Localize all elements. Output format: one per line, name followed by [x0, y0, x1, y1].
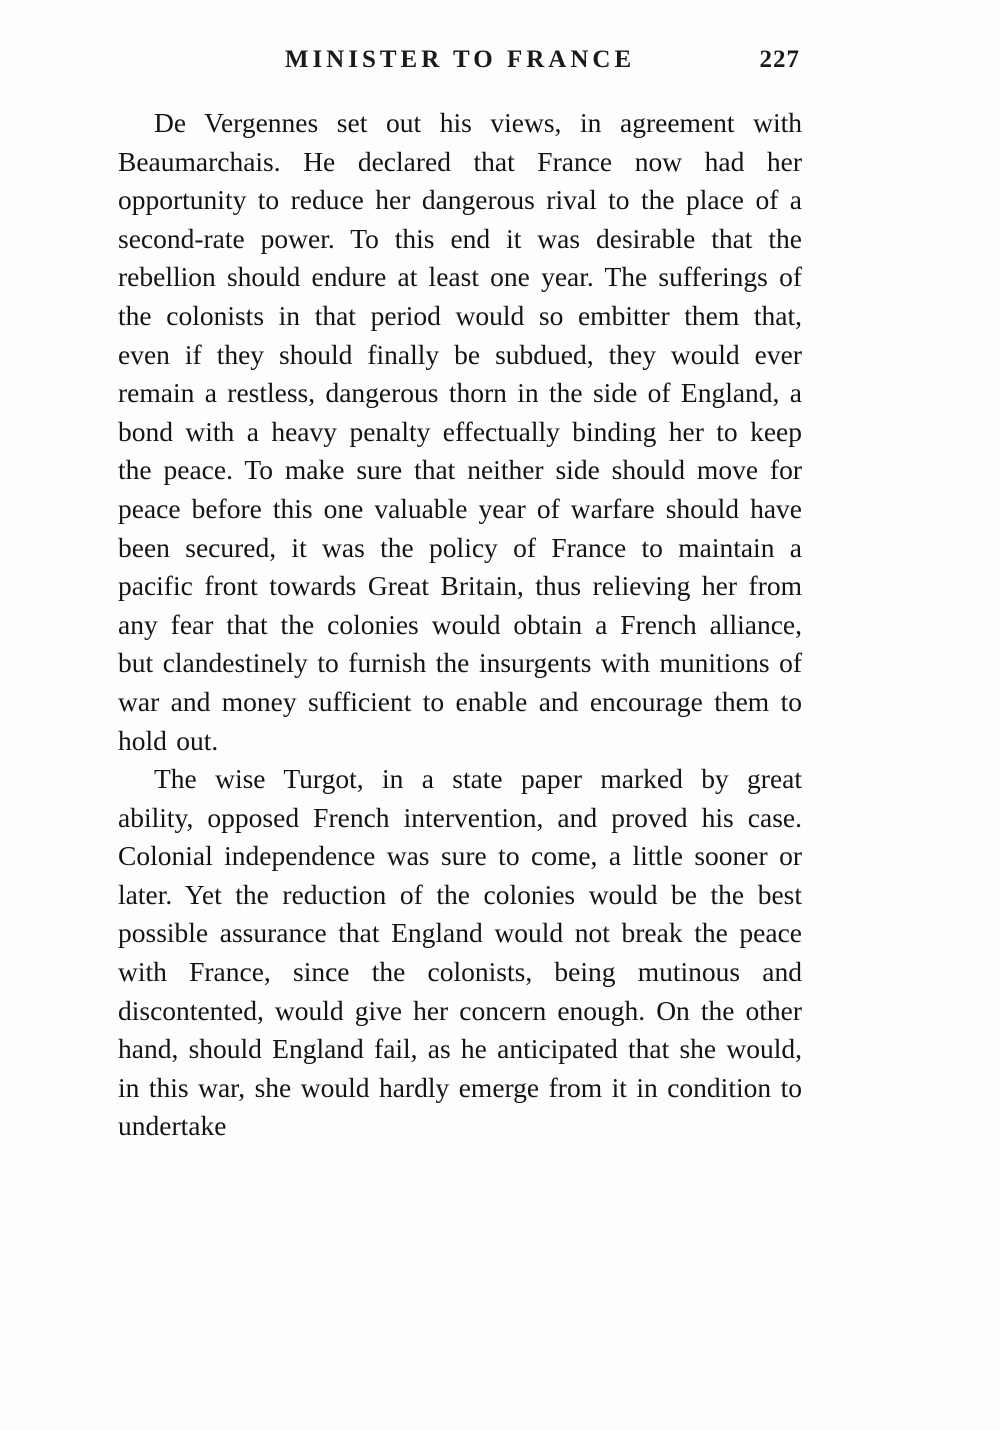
running-header-title: MINISTER TO FRANCE [284, 46, 636, 73]
text-column [118, 46, 802, 1146]
paragraph-2: The wise Turgot, in a state paper marked by great ability, opposed French intervention, and proved his case. Colonial independence was sure to come, a little sooner or later. Yet the reduction of the colonies would be the best possible assurance that England would not break the peace with France, since the colonists, being mutinous and discontented, would give her concern enough. On the other hand, should England fail, as he anticipated that she would, in this war, she would hardly emerge from it in condition to undertake [118, 763, 802, 1142]
paragraph-1: De Vergennes set out his views, in agreement with Beaumarchais. He declared that France now had her opportunity to reduce her dangerous rival to the place of a second-rate power. To this end it was desirable that the rebellion should endure at least one year. The sufferings of the colonists in that period would so embitter them that, even if they should finally be subdued, they would ever remain a restless, dangerous thorn in the side of England, a bond with a heavy penalty effectually binding her to keep the peace. To make sure that neither side should move for peace before this one valuable year of warfare should have been secured, it was the policy of France to maintain a pacific front towards Great Britain, thus relieving her from any fear that the colonies would obtain a French alliance, but clandestinely to furnish the insurgents with munitions of war and money sufficient to enable and encourage them to hold out. [118, 107, 802, 756]
running-header [118, 46, 802, 80]
page-number: 227 [759, 46, 800, 73]
page-body [118, 104, 802, 1146]
